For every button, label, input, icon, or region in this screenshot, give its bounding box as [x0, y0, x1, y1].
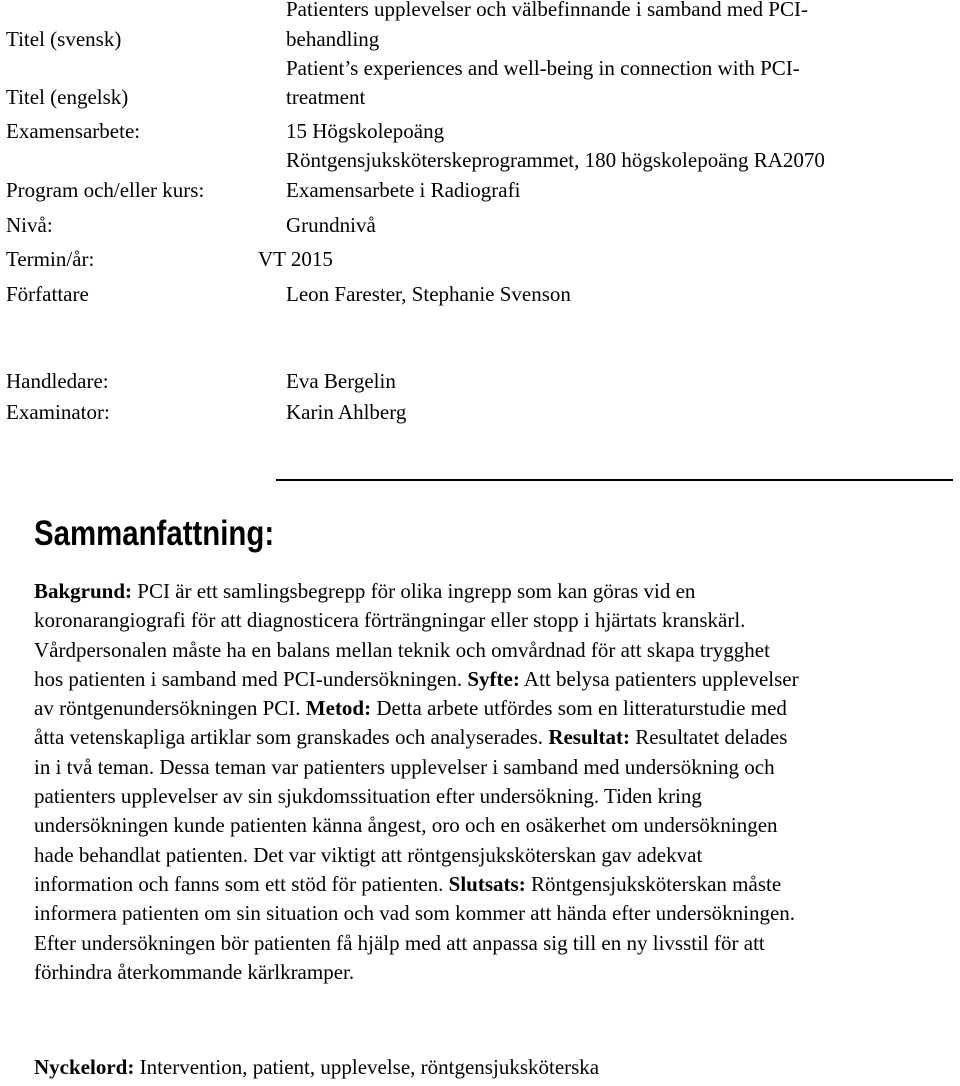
summary-text: koronarangiografi för att diagnosticera förträngningar eller stopp i hjärtats kranskärl. — [34, 608, 746, 633]
summary-text: information och fanns som ett stöd för patienten. — [34, 871, 449, 896]
summary-text: hos patienten i samband med PCI-undersökningen. — [34, 666, 468, 691]
title-en-label: Titel (engelsk) — [6, 85, 129, 109]
title-sv-value-line2: behandling — [286, 27, 380, 51]
summary-text: Vårdpersonalen måste ha en balans mellan teknik och omvårdnad för att skapa trygghet — [34, 637, 770, 662]
keywords-value: Intervention, patient, upplevelse, röntgensjuksköterska — [134, 1055, 600, 1079]
summary-line — [34, 811, 960, 840]
title-en-value-line1: Patient’s experiences and well-being in connection with PCI- — [286, 56, 800, 80]
supervisor-label: Handledare: — [6, 369, 109, 393]
summary-line — [34, 958, 960, 987]
summary-line — [34, 694, 960, 723]
summary-text: informera patienten om sin situation och vad som kommer att hända efter undersökningen. — [34, 901, 796, 926]
summary-line — [34, 753, 960, 782]
supervisor-value: Eva Bergelin — [286, 369, 396, 393]
summary-heading: Sammanfattning: — [34, 514, 275, 553]
summary-body — [34, 577, 960, 987]
thesis-label: Examensarbete: — [6, 119, 141, 143]
summary-line — [34, 577, 960, 606]
summary-line — [34, 870, 960, 899]
term-label: Termin/år: — [6, 247, 95, 271]
summary-line — [34, 782, 960, 811]
summary-section-label: Bakgrund: — [34, 579, 133, 603]
summary-text: hade behandlat patienten. Det var viktigt att röntgensjuksköterskan gav adekvat — [34, 842, 703, 867]
keywords-label: Nyckelord: — [34, 1055, 135, 1079]
program-value-line2: Examensarbete i Radiografi — [286, 178, 521, 202]
summary-text: undersökningen kunde patienten känna ångest, oro och en osäkerhet om undersökningen — [34, 813, 778, 838]
summary-text: in i två teman. Dessa teman var patienters upplevelser i samband med undersökning och — [34, 754, 775, 779]
summary-line — [34, 665, 960, 694]
summary-text: PCI är ett samlingsbegrepp för olika ingrepp som kan göras vid en — [132, 579, 696, 603]
summary-section-label: Metod: — [305, 696, 372, 721]
summary-line — [34, 929, 960, 958]
summary-text: åtta vetenskapliga artiklar som granskades och analyserades. — [34, 725, 549, 750]
summary-section-label: Syfte: — [467, 666, 520, 691]
program-value-line1: Röntgensjuksköterskeprogrammet, 180 högskolepoäng RA2070 — [286, 148, 825, 172]
summary-section-label: Slutsats: — [448, 871, 526, 896]
keywords-line — [34, 1053, 599, 1082]
summary-line — [34, 606, 960, 635]
examiner-label: Examinator: — [6, 400, 110, 424]
horizontal-rule — [276, 479, 953, 481]
title-sv-label: Titel (svensk) — [6, 27, 122, 51]
summary-text: patienters upplevelser av sin sjukdomssituation efter undersökning. Tiden kring — [34, 784, 702, 809]
author-value: Leon Farester, Stephanie Svenson — [286, 282, 571, 306]
summary-text: Resultatet delades — [629, 725, 788, 750]
summary-text: Efter undersökningen bör patienten få hjälp med att anpassa sig till en ny livsstil för att — [34, 930, 765, 955]
summary-line — [34, 899, 960, 928]
summary-text: Att belysa patienters upplevelser — [519, 666, 799, 691]
summary-text: av röntgenundersökningen PCI. — [34, 696, 306, 721]
summary-section-label: Resultat: — [548, 725, 630, 750]
summary-line — [34, 841, 960, 870]
title-en-value-line2: treatment — [286, 85, 366, 109]
summary-line — [34, 636, 960, 665]
author-label: Författare — [6, 282, 89, 306]
program-label: Program och/eller kurs: — [6, 178, 205, 202]
summary-text: Röntgensjuksköterskan måste — [525, 871, 782, 896]
level-label: Nivå: — [6, 213, 53, 237]
examiner-value: Karin Ahlberg — [286, 400, 407, 424]
thesis-value: 15 Högskolepoäng — [286, 119, 445, 143]
title-sv-value-line1: Patienters upplevelser och välbefinnande i samband med PCI- — [286, 0, 808, 21]
summary-text: Detta arbete utfördes som en litteraturstudie med — [371, 696, 787, 721]
summary-text: förhindra återkommande kärlkramper. — [34, 959, 355, 984]
level-value: Grundnivå — [286, 213, 376, 237]
term-value: VT 2015 — [258, 247, 333, 271]
summary-line — [34, 723, 960, 752]
